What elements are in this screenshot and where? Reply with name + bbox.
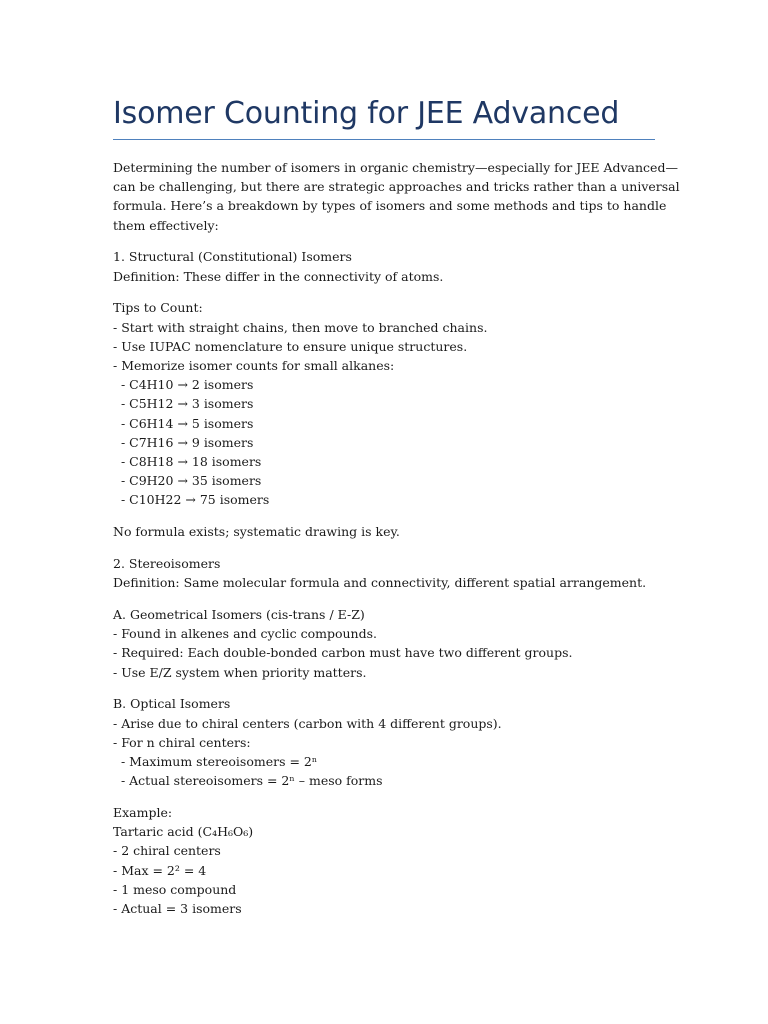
optical-item: - Maximum stereoisomers = 2ⁿ [113,754,318,770]
structural-definition: Definition: These differ in the connectivity of atoms. [113,268,444,284]
structural-heading: 1. Structural (Constitutional) Isomers [113,249,352,265]
geometrical-item: - Use E/Z system when priority matters. [113,664,367,680]
alkane-count-item: - C10H22 → 75 isomers [113,492,270,508]
geometrical-item: - Required: Each double-bonded carbon must have two different groups. [113,645,573,661]
structural-isomers-section [113,247,655,285]
intro-line: formula. Here’s a breakdown by types of isomers and some methods and tips to handle [113,198,667,214]
alkane-count-item: - C9H20 → 35 isomers [113,473,262,489]
example-item: - Actual = 3 isomers [113,901,242,917]
stereo-definition: Definition: Same molecular formula and connectivity, different spatial arrangement. [113,575,647,591]
alkane-count-item: - C7H16 → 9 isomers [113,434,254,450]
no-formula-text: No formula exists; systematic drawing is key. [113,524,400,540]
intro-line: them effectively: [113,217,219,233]
tips-heading: Tips to Count: [113,300,203,316]
geometrical-item: - Found in alkenes and cyclic compounds. [113,626,377,642]
tips-section [113,298,655,509]
example-item: - 2 chiral centers [113,843,221,859]
alkane-count-item: - C6H14 → 5 isomers [113,415,254,431]
example-heading: Example: [113,805,173,821]
intro-line: Determining the number of isomers in organic chemistry—especially for JEE Advanced— [113,160,678,175]
geometrical-heading: A. Geometrical Isomers (cis-trans / E-Z) [113,607,365,623]
optical-item: - Actual stereoisomers = 2ⁿ – meso forms [113,773,383,789]
stereoisomers-section [113,554,655,592]
optical-heading: B. Optical Isomers [113,696,231,712]
optical-isomers-section [113,694,655,790]
alkane-count-item: - C8H18 → 18 isomers [113,454,262,470]
document-body [113,158,680,931]
optical-item: - For n chiral centers: [113,734,251,750]
tip-item: - Use IUPAC nomenclature to ensure unique structures. [113,338,468,354]
example-item: - Max = 2² = 4 [113,862,207,878]
tip-item: - Memorize isomer counts for small alkanes: [113,358,395,374]
stereo-heading: 2. Stereoisomers [113,556,221,572]
example-item: Tartaric acid (C₄H₆O₆) [113,824,254,840]
intro-line: can be challenging, but there are strategic approaches and tricks rather than a universal [113,179,680,195]
title-underline-rule [113,139,655,140]
example-section [113,803,655,918]
document-title: Isomer Counting for JEE Advanced [113,96,620,131]
alkane-count-item: - C5H12 → 3 isomers [113,396,254,412]
no-formula-paragraph [113,522,655,541]
tip-item: - Start with straight chains, then move to branched chains. [113,319,488,335]
geometrical-isomers-section [113,605,655,682]
optical-item: - Arise due to chiral centers (carbon with 4 different groups). [113,715,502,731]
example-item: - 1 meso compound [113,881,237,897]
intro-paragraph [113,158,680,235]
alkane-count-item: - C4H10 → 2 isomers [113,377,254,393]
